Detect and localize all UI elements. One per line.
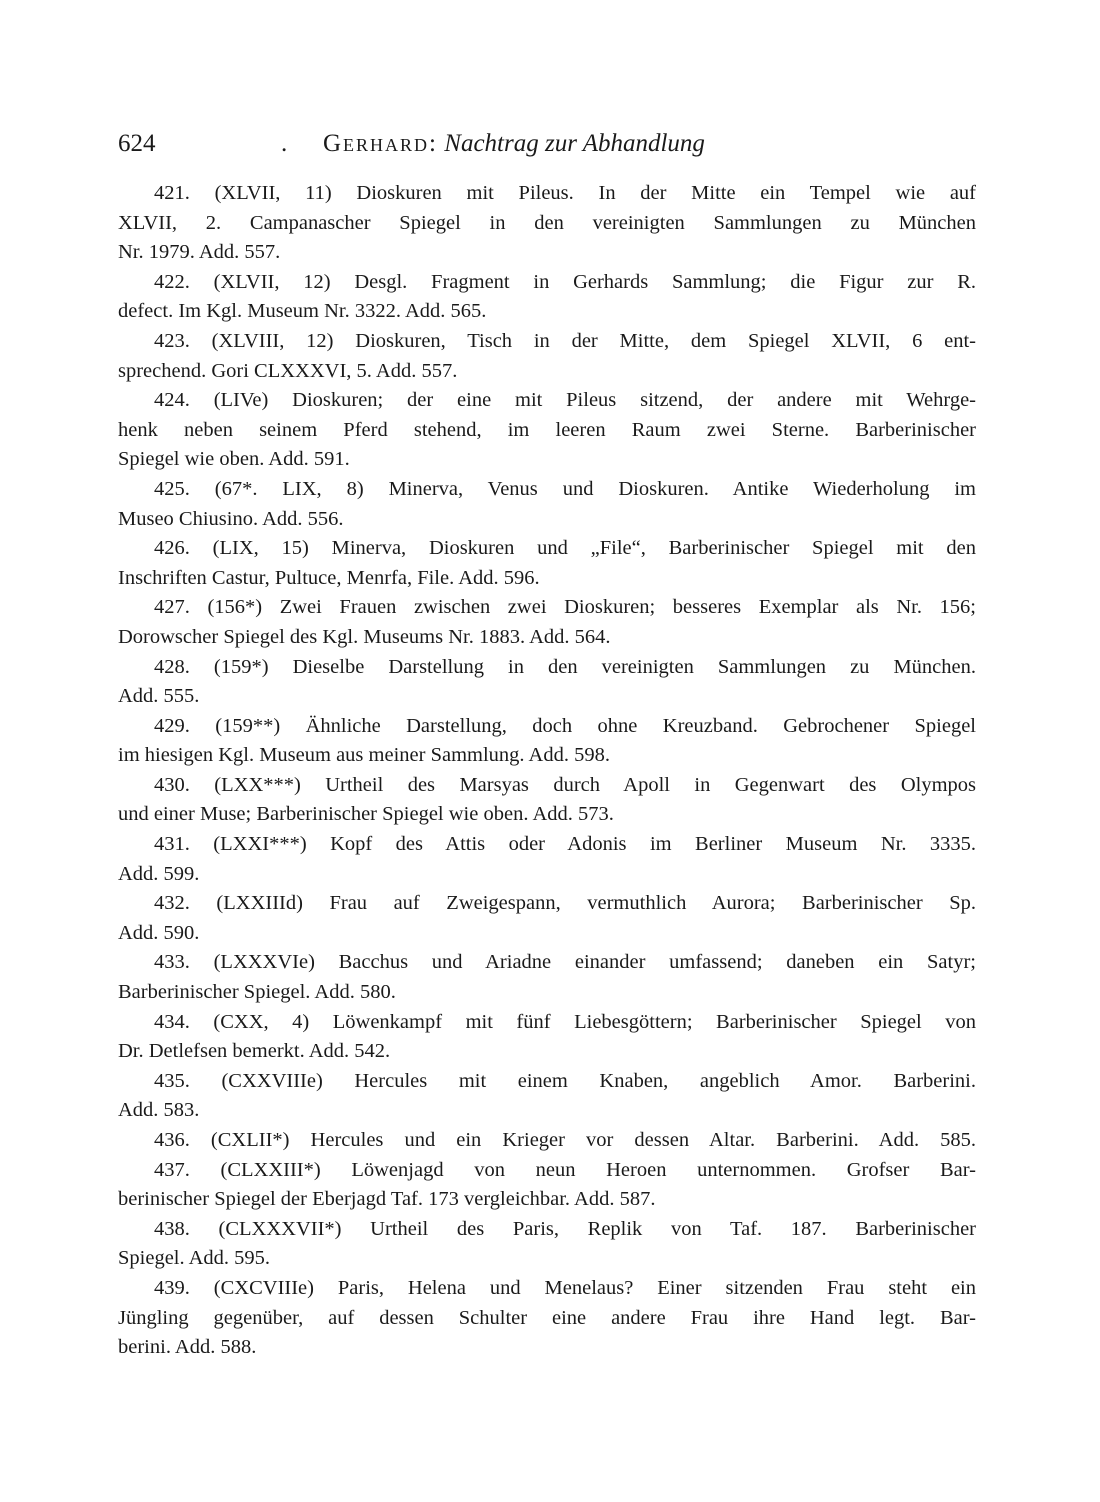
entry-line: Inschriften Castur, Pultuce, Menrfa, File. Add. 596. — [118, 566, 540, 589]
entry-first-line: 430. (LXX***) Urtheil des Marsyas durch Apoll in Gegenwart des Olympos — [154, 773, 976, 796]
entry-line: Spiegel wie oben. Add. 591. — [118, 448, 350, 471]
running-title — [323, 126, 705, 162]
entry-line: Add. 555. — [118, 685, 200, 708]
entry-first-line: 437. (CLXXIII*) Löwenjagd von neun Heroen unternommen. Grofser Bar- — [154, 1158, 976, 1181]
entry-first-line: 426. (LIX, 15) Minerva, Dioskuren und „File“, Barberinischer Spiegel mit den — [154, 537, 976, 560]
entry-first-line: 421. (XLVII, 11) Dioskuren mit Pileus. In der Mitte ein Tempel wie auf — [154, 182, 976, 204]
entry-first-line: 423. (XLVIII, 12) Dioskuren, Tisch in der Mitte, dem Spiegel XLVII, 6 ent- — [154, 329, 976, 352]
catalogue-entry — [118, 179, 976, 268]
catalogue-entry — [118, 1274, 976, 1363]
catalogue-entry — [118, 1126, 976, 1156]
catalogue-entry — [118, 475, 976, 534]
entry-first-line: 435. (CXXVIIIe) Hercules mit einem Knaben, angeblich Amor. Barberini. — [154, 1069, 976, 1092]
catalogue-entry — [118, 712, 976, 771]
entry-first-line: 429. (159**) Ähnliche Darstellung, doch ohne Kreuzband. Gebrochener Spiegel — [154, 714, 976, 737]
entry-line: und einer Muse; Barberinischer Spiegel wie oben. Add. 573. — [118, 803, 614, 826]
catalogue-entry — [118, 1008, 976, 1067]
entry-first-line: 436. (CXLII*) Hercules und ein Krieger vor dessen Altar. Barberini. Add. 585. — [154, 1129, 976, 1151]
entry-first-line: 425. (67*. LIX, 8) Minerva, Venus und Dioskuren. Antike Wiederholung im — [154, 477, 976, 500]
catalogue-entry — [118, 889, 976, 948]
entry-line: berinischer Spiegel der Eberjagd Taf. 173 vergleichbar. Add. 587. — [118, 1188, 656, 1211]
entry-line: Dr. Detlefsen bemerkt. Add. 542. — [118, 1040, 391, 1063]
entry-first-line: 428. (159*) Dieselbe Darstellung in den vereinigten Sammlungen zu München. — [154, 655, 976, 678]
entry-first-line: 424. (LIVe) Dioskuren; der eine mit Pileus sitzend, der andere mit Wehrge- — [154, 389, 976, 412]
entry-line: Nr. 1979. Add. 557. — [118, 241, 281, 264]
entry-line: Jüngling gegenüber, auf dessen Schulter eine andere Frau ihre Hand legt. Bar- — [118, 1306, 976, 1329]
catalogue-entry — [118, 386, 976, 475]
entry-line: henk neben seinem Pferd stehend, im leeren Raum zwei Sterne. Barberinischer — [118, 418, 976, 441]
entry-line: berini. Add. 588. — [118, 1336, 257, 1359]
catalogue-entry — [118, 534, 976, 593]
entry-line: Barberinischer Spiegel. Add. 580. — [118, 981, 396, 1004]
entry-line: Museo Chiusino. Add. 556. — [118, 507, 344, 530]
catalogue-entry — [118, 948, 976, 1007]
entry-line: XLVII, 2. Campanascher Spiegel in den vereinigten Sammlungen zu München — [118, 211, 976, 234]
entry-first-line: 439. (CXCVIIIe) Paris, Helena und Menelaus? Einer sitzenden Frau steht ein — [154, 1276, 976, 1299]
entry-first-line: 434. (CXX, 4) Löwenkampf mit fünf Liebesgöttern; Barberinischer Spiegel von — [154, 1010, 976, 1033]
catalogue-entry — [118, 771, 976, 830]
entry-line: Dorowscher Spiegel des Kgl. Museums Nr. 1883. Add. 564. — [118, 625, 611, 648]
entry-line: im hiesigen Kgl. Museum aus meiner Sammlung. Add. 598. — [118, 744, 610, 767]
entry-line: sprechend. Gori CLXXXVI, 5. Add. 557. — [118, 359, 458, 382]
header-separator: . — [281, 130, 288, 157]
entry-line: defect. Im Kgl. Museum Nr. 3322. Add. 565. — [118, 300, 487, 323]
entry-first-line: 432. (LXXIIId) Frau auf Zweigespann, vermuthlich Aurora; Barberinischer Sp. — [154, 892, 976, 915]
entry-first-line: 422. (XLVII, 12) Desgl. Fragment in Gerhards Sammlung; die Figur zur R. — [154, 270, 976, 293]
catalogue-entry — [118, 1067, 976, 1126]
catalogue-entry — [118, 593, 976, 652]
running-header — [118, 126, 978, 162]
entry-first-line: 431. (LXXI***) Kopf des Attis oder Adonis im Berliner Museum Nr. 3335. — [154, 833, 976, 856]
running-title-author: Gerhard: — [323, 130, 439, 157]
catalogue-entry — [118, 653, 976, 712]
entry-line: Spiegel. Add. 595. — [118, 1247, 271, 1270]
running-title-text: Nachtrag zur Abhandlung — [444, 130, 705, 157]
entry-line: Add. 599. — [118, 862, 200, 885]
catalogue-entry — [118, 268, 976, 327]
entry-first-line: 427. (156*) Zwei Frauen zwischen zwei Dioskuren; besseres Exemplar als Nr. 156; — [154, 596, 976, 619]
entry-line: Add. 583. — [118, 1099, 200, 1122]
catalogue-entry — [118, 1215, 976, 1274]
entry-first-line: 438. (CLXXXVII*) Urtheil des Paris, Replik von Taf. 187. Barberinischer — [154, 1217, 976, 1240]
page-number: 624 — [118, 130, 156, 157]
catalogue-entry — [118, 327, 976, 386]
entry-line: Add. 590. — [118, 921, 200, 944]
entry-first-line: 433. (LXXXVIe) Bacchus und Ariadne einander umfassend; daneben ein Satyr; — [154, 951, 976, 974]
catalogue-entry — [118, 830, 976, 889]
catalogue-entry — [118, 1156, 976, 1215]
catalogue-body — [118, 179, 976, 1363]
